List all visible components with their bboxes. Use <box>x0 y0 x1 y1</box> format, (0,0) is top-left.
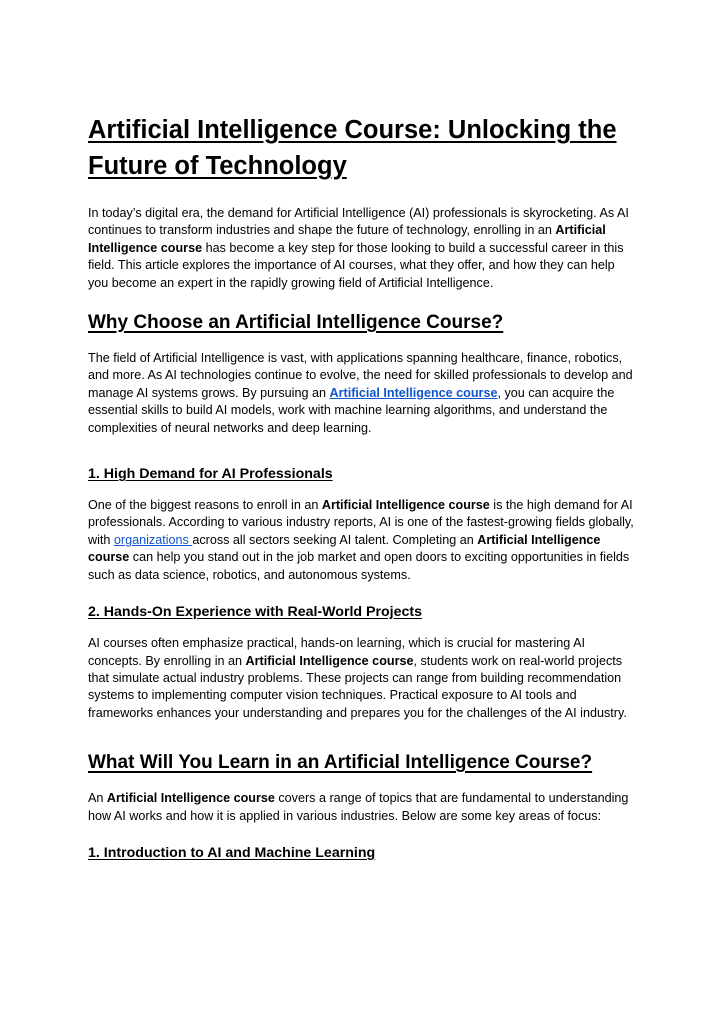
heading-high-demand: 1. High Demand for AI Professionals <box>88 466 333 483</box>
why-paragraph <box>88 350 636 437</box>
heading-intro-ai-ml: 1. Introduction to AI and Machine Learning <box>88 844 376 861</box>
handson-paragraph <box>88 635 636 722</box>
page-title: Artificial Intelligence Course: Unlocking the Future of Technology <box>88 116 617 180</box>
demand-bold-2: Artificial Intelligence course <box>88 532 601 565</box>
heading-why-choose: Why Choose an Artificial Intelligence Course? <box>88 312 504 334</box>
handson-bold: Artificial Intelligence course <box>245 653 414 668</box>
heading-what-learn: What Will You Learn in an Artificial Intelligence Course? <box>88 752 593 774</box>
learn-bold: Artificial Intelligence course <box>106 791 275 806</box>
document-body <box>88 112 636 863</box>
demand-text-4: can help you stand out in the job market and open doors to exciting opportunities in fields such as data science, robotics, and autonomous systems. <box>88 550 630 582</box>
demand-paragraph <box>88 497 636 584</box>
demand-text-3: across all sectors seeking AI talent. Completing an <box>192 532 478 547</box>
intro-text-1: In today’s digital era, the demand for Artificial Intelligence (AI) professionals is skyrocketing. As AI continues to transform industries and shape the future of technology, enrolling in an <box>88 206 629 238</box>
why-text-1: The field of Artificial Intelligence is vast, with applications spanning healthcare, finance, robotics, and more. As AI technologies continue to evolve, the need for skilled professionals to develop and manage AI systems grows. By pursuing an <box>88 351 633 400</box>
why-text-2: , you can acquire the essential skills to build AI models, work with machine learning algorithms, and understand the complexities of neural networks and deep learning. <box>88 385 615 435</box>
handson-text-1: AI courses often emphasize practical, hands-on learning, which is crucial for mastering AI concepts. By enrolling in an <box>88 636 585 668</box>
learn-paragraph <box>88 790 636 825</box>
learn-text-1: An <box>88 791 107 806</box>
demand-bold-1: Artificial Intelligence course <box>321 498 490 513</box>
demand-text-2: is the high demand for AI professionals. According to various industry reports, AI is one of the fastest-growing fields globally, with <box>88 498 634 547</box>
heading-hands-on: 2. Hands-On Experience with Real-World Projects <box>88 604 423 621</box>
intro-bold-keyword: Artificial Intelligence course <box>88 223 606 255</box>
organizations-link[interactable]: organizations <box>113 532 193 547</box>
handson-text-2: , students work on real-world projects that simulate actual industry problems. These projects can range from building recommendation systems to implementing computer vision techniques. Practical exposure to AI tools and frameworks enhances your understanding and prepares you for the challenges of the AI industry. <box>88 653 627 720</box>
intro-paragraph <box>88 205 636 292</box>
demand-text-1: One of the biggest reasons to enroll in an <box>88 498 322 513</box>
learn-text-2: covers a range of topics that are fundamental to understanding how AI works and how it is applied in various industries. Below are some key areas of focus: <box>88 791 629 823</box>
ai-course-link[interactable]: Artificial Intelligence course <box>329 385 498 400</box>
intro-text-2: has become a key step for those looking to build a successful career in this field. This article explores the importance of AI courses, what they offer, and how they can help you become an expert in the rapidly growing field of Artificial Intelligence. <box>88 240 624 290</box>
